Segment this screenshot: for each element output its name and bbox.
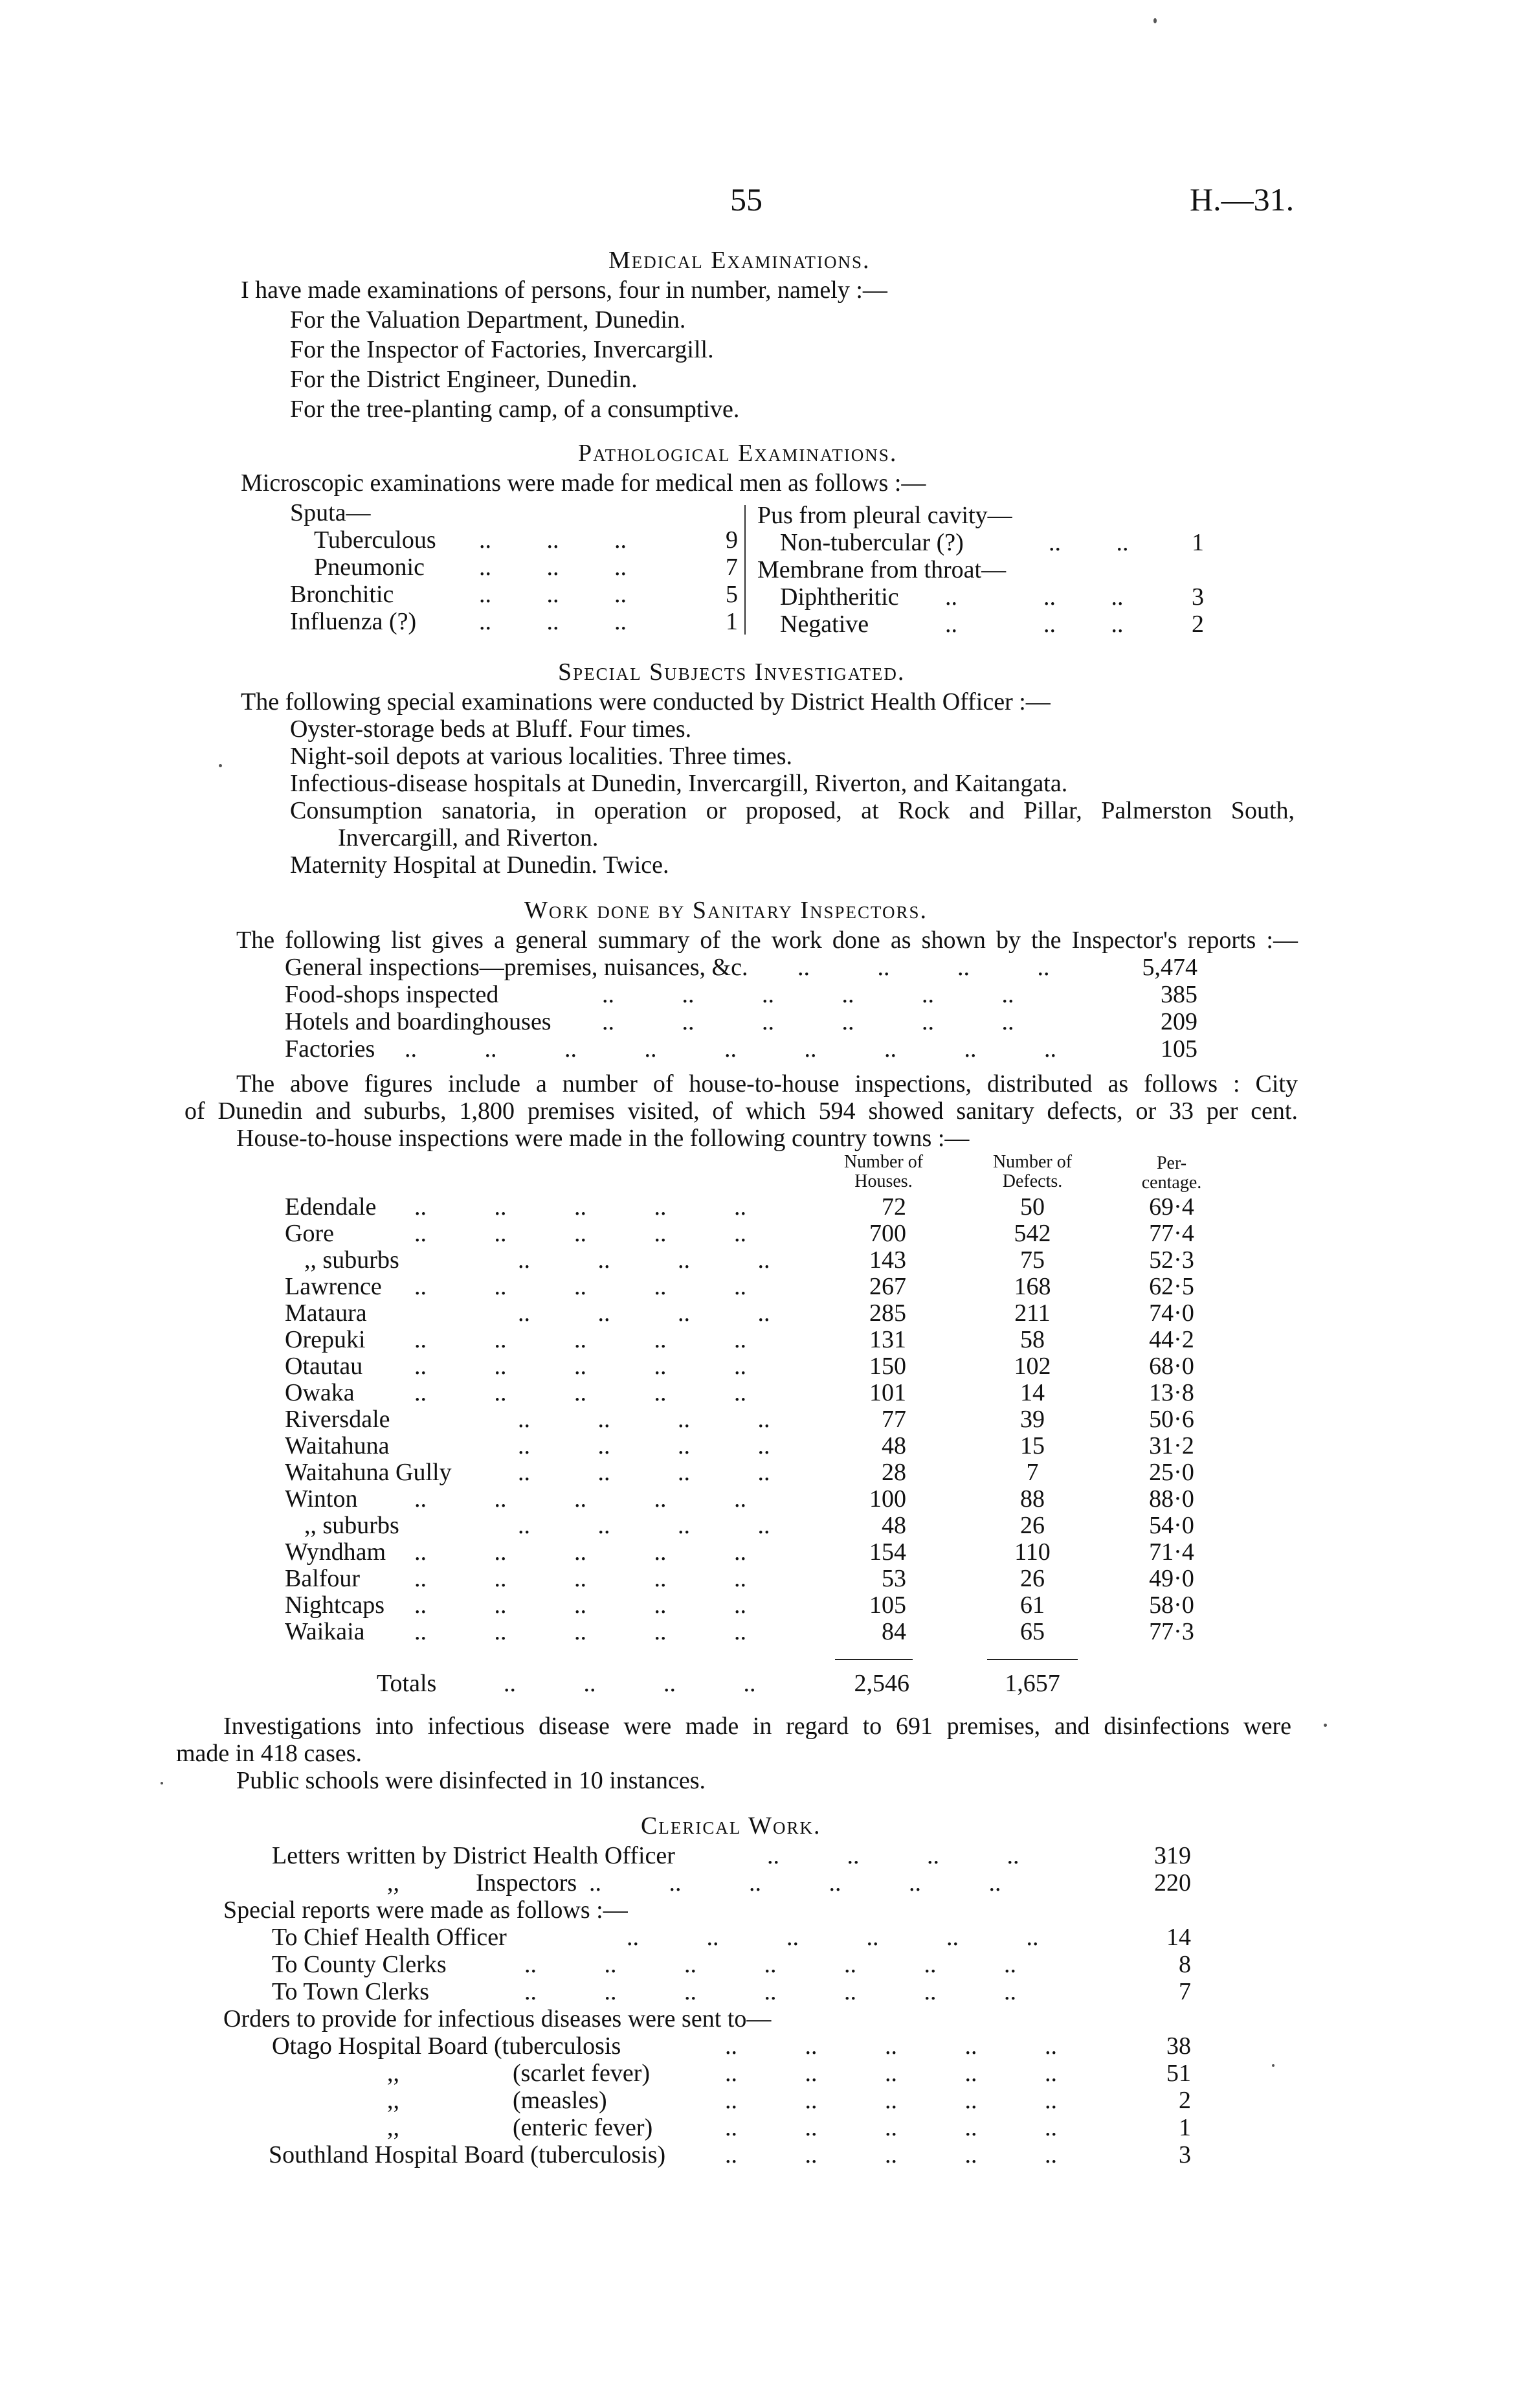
totals-rule xyxy=(987,1659,1078,1660)
path-right-value: 1 xyxy=(1192,529,1204,556)
sanitary-paragraph: The above figures include a number of house-to-house inspections, distributed as follows : City xyxy=(236,1070,1298,1097)
path-right-label: Membrane from throat— xyxy=(757,556,1007,583)
path-right-label: Negative xyxy=(780,611,869,638)
page-number: 55 xyxy=(730,181,763,218)
table-row: Winton .. .. .. .. .. 100 88 88·0 xyxy=(285,1485,1194,1513)
scan-speck xyxy=(1272,2064,1275,2067)
medical-item: For the tree-planting camp, of a consumptive. xyxy=(290,396,740,423)
summary-label: Factories xyxy=(285,1035,375,1063)
table-row: ,, suburbs .. .. .. .. 143 75 52·3 xyxy=(304,1246,1194,1274)
clerical-value: 2 xyxy=(1179,2087,1191,2114)
table-row: Edendale .. .. .. .. .. 72 50 69·4 xyxy=(285,1193,1194,1221)
table-row: Waitahuna Gully .. .. .. .. 28 7 25·0 xyxy=(285,1459,1194,1486)
document-page: 55 H.—31. Medical Examinations. I have made examinations of persons, four in number, namely :— For the Valuation Department, Dunedin. For the Inspector of Factories, Invercargill. For the District Engineer, Dunedin. For the tree-planting camp, of a consumptive. Pathological Examinations. Microscopic examinations were made for medical men as follows :— Sputa— Tuberculous .. .. .. 9 Pneumonic .. .. .. 7 Bronchitic .. .. .. 5 Influenza (?) .. .. .. 1 Pus from pleural cavity— Non-tubercular (?) .. .. 1 Membrane from throat— Diphtheritic .. .. .. 3 Negative .. .. .. 2 Special Subjects Investigated. The following special examinations were conducted by District Health Officer :— Oyster-storage beds at Bluff. Four times. Night-soil depots at various localities. Three times. Infectious-disease hospitals at Dunedin, Invercargill, Riverton, and Kaitangata. Consumption sanatoria, in operation or proposed, at Rock and Pillar, Palmerston South, Invercargill, and Riverton. Maternity Hospital at Dunedin. Twice. Work done by Sanitary Inspectors. The following list gives a general summary of the work done as shown by the Inspector's reports :— General inspections—premises, nuisances, &c. .. .. .. .. 5,474 Food-shops inspected .. .. .. .. .. .. 385 Hotels and boardinghouses .. .. .. .. .. .. 209 Factories .. .. .. .. .. .. .. .. .. 105 The above figures include a number of house-to-house inspections, distributed as follows : City of Dunedin and suburbs, 1,800 premises visited, of which 594 showed sanitary defects, or 33 per cent. House-to-house inspections were made in the following country towns :— Number of Houses. Number of Defects. Per- centage. Edendale .. .. .. .. .. 72 50 69·4 Gore .. .. .. .. .. 700 542 77·4 ,, suburbs .. .. .. .. 143 75 52·3 Lawrence .. .. .. .. .. 267 168 62·5 Mataura .. .. .. .. 285 211 74·0 Orepuki .. .. .. .. .. 131 58 44·2 Otautau .. .. .. .. .. 150 102 68·0 Owaka .. .. .. .. .. 101 14 13·8 Riversdale .. .. .. .. 77 39 50·6 Waitahuna .. .. .. .. 48 15 31·2 Waitahuna Gully .. .. .. .. 28 7 25·0 Winton .. .. .. .. .. 100 88 88·0 ,, suburbs .. .. .. .. 48 26 54·0 Wyndham .. .. .. .. .. 154 110 71·4 Balfour .. .. .. .. .. 53 26 49·0 Nightcaps .. .. .. .. .. 105 61 58·0 Waikaia .. .. .. .. .. 84 65 77·3 Totals .. .. .. .. 2,546 1,657 Investigations into infectious disease were made in regard to 691 premises, and disinfections were made in 418 cases. Public schools were disinfected in 10 instances. Clerical Work. Letters written by District Health Officer .. .. .. .. 319 ,, Inspectors .. .. .. .. .. .. 220 Special reports were made as follows :— To Chief Health Officer .. .. .. .. .. .. 14 To County Clerks .. .. .. .. .. .. .. 8 To Town Clerks .. .. .. .. .. .. .. 7 Orders to provide for infectious diseases were sent to— Otago Hospital Board (tuberculosis .. .. .. .. .. 38 ,, (scarlet fever) .. .. .. .. .. 51 ,, (measles) .. .. .. .. .. 2 ,, (enteric fever) .. .. .. .. .. 1 Southland Hospital Board (tuberculosis) .. .. .. .. .. 3 xyxy=(0,0,1514,2408)
medical-heading: Medical Examinations. xyxy=(608,247,871,274)
path-left-value: 9 xyxy=(726,526,738,554)
summary-value: 209 xyxy=(1161,1008,1197,1035)
clerical-heading: Clerical Work. xyxy=(641,1812,821,1840)
clerical-label: To County Clerks xyxy=(272,1951,447,1978)
table-row: Balfour .. .. .. .. .. 53 26 49·0 xyxy=(285,1565,1194,1592)
scan-speck xyxy=(1324,1724,1327,1727)
table-row: Riversdale .. .. .. .. 77 39 50·6 xyxy=(285,1406,1194,1433)
path-left-label: Bronchitic xyxy=(290,581,394,608)
page-reference: H.—31. xyxy=(1190,181,1295,218)
medical-item: For the District Engineer, Dunedin. xyxy=(290,366,638,393)
special-item: Infectious-disease hospitals at Dunedin, Invercargill, Riverton, and Kaitangata. xyxy=(290,770,1068,797)
totals-row: Totals .. .. .. .. 2,546 1,657 xyxy=(377,1670,1060,1697)
sanitary-paragraph: of Dunedin and suburbs, 1,800 premises visited, of which 594 showed sanitary defects, or 33 per cent. xyxy=(184,1097,1298,1125)
path-left-label: Pneumonic xyxy=(314,554,425,581)
clerical-value: 51 xyxy=(1166,2060,1191,2087)
summary-value: 385 xyxy=(1161,981,1197,1008)
table-row: Waitahuna .. .. .. .. 48 15 31·2 xyxy=(285,1432,1194,1459)
table-row: Lawrence .. .. .. .. .. 267 168 62·5 xyxy=(285,1273,1194,1300)
clerical-label: To Town Clerks xyxy=(272,1978,430,2005)
table-row: Mataura .. .. .. .. 285 211 74·0 xyxy=(285,1300,1194,1327)
table-row: Wyndham .. .. .. .. .. 154 110 71·4 xyxy=(285,1538,1194,1566)
clerical-label: (scarlet fever) xyxy=(513,2060,651,2087)
summary-label: General inspections—premises, nuisances, &c. xyxy=(285,954,748,981)
table-row: ,, suburbs .. .. .. .. 48 26 54·0 xyxy=(304,1512,1194,1539)
clerical-value: 1 xyxy=(1179,2114,1191,2141)
table-row: Waikaia .. .. .. .. .. 84 65 77·3 xyxy=(285,1618,1194,1645)
clerical-label: Otago Hospital Board (tuberculosis xyxy=(272,2032,621,2060)
sanitary-paragraph: Public schools were disinfected in 10 instances. xyxy=(236,1767,706,1794)
table-row: Gore .. .. .. .. .. 700 542 77·4 xyxy=(285,1220,1194,1247)
path-right-value: 3 xyxy=(1192,583,1204,611)
ditto-mark: ,, xyxy=(387,2114,399,2141)
clerical-label: Letters written by District Health Officer xyxy=(272,1842,675,1869)
col-header-percentage: Per- centage. xyxy=(1141,1153,1202,1193)
col-header-defects: Number of Defects. xyxy=(992,1152,1073,1191)
clerical-intro: Orders to provide for infectious diseases were sent to— xyxy=(223,2005,772,2032)
clerical-label: (enteric fever) xyxy=(513,2114,653,2141)
clerical-value: 38 xyxy=(1166,2032,1191,2060)
path-right-label: Pus from pleural cavity— xyxy=(757,502,1012,529)
special-intro: The following special examinations were conducted by District Health Officer :— xyxy=(241,688,1051,715)
table-row: Owaka .. .. .. .. .. 101 14 13·8 xyxy=(285,1379,1194,1406)
path-left-value: 7 xyxy=(726,554,738,581)
sanitary-intro: The following list gives a general summary of the work done as shown by the Inspector's reports :— xyxy=(236,927,1298,954)
totals-rule xyxy=(835,1659,913,1660)
clerical-value: 220 xyxy=(1154,1869,1191,1896)
special-item: Consumption sanatoria, in operation or proposed, at Rock and Pillar, Palmerston South, xyxy=(290,797,1295,824)
sanitary-paragraph: House-to-house inspections were made in the following country towns :— xyxy=(236,1125,970,1152)
clerical-intro: Special reports were made as follows :— xyxy=(223,1896,628,1924)
pathological-intro: Microscopic examinations were made for medical men as follows :— xyxy=(241,469,926,497)
path-right-label: Diphtheritic xyxy=(780,583,899,611)
column-divider xyxy=(744,505,746,635)
sanitary-paragraph: made in 418 cases. xyxy=(176,1740,362,1767)
special-item: Night-soil depots at various localities. Three times. xyxy=(290,743,793,770)
summary-label: Hotels and boardinghouses xyxy=(285,1008,551,1035)
special-item: Maternity Hospital at Dunedin. Twice. xyxy=(290,851,669,879)
table-row: Otautau .. .. .. .. .. 150 102 68·0 xyxy=(285,1353,1194,1380)
sanitary-heading: Work done by Sanitary Inspectors. xyxy=(524,897,928,924)
medical-item: For the Inspector of Factories, Invercargill. xyxy=(290,336,714,363)
clerical-value: 8 xyxy=(1179,1951,1191,1978)
medical-item: For the Valuation Department, Dunedin. xyxy=(290,306,686,333)
path-left-label: Sputa— xyxy=(290,499,371,526)
clerical-label: (measles) xyxy=(513,2087,607,2114)
summary-value: 5,474 xyxy=(1142,954,1197,981)
clerical-label: Inspectors xyxy=(476,1869,577,1896)
summary-value: 105 xyxy=(1161,1035,1197,1063)
ditto-mark: ,, xyxy=(387,2060,399,2087)
path-right-label: Non-tubercular (?) xyxy=(780,529,964,556)
path-right-value: 2 xyxy=(1192,611,1204,638)
clerical-label: Southland Hospital Board (tuberculosis) xyxy=(269,2141,666,2168)
medical-intro: I have made examinations of persons, four in number, namely :— xyxy=(241,276,887,304)
pathological-heading: Pathological Examinations. xyxy=(578,440,898,467)
special-heading: Special Subjects Investigated. xyxy=(558,658,906,686)
summary-label: Food-shops inspected xyxy=(285,981,499,1008)
clerical-value: 3 xyxy=(1179,2141,1191,2168)
clerical-value: 14 xyxy=(1166,1924,1191,1951)
table-row: Nightcaps .. .. .. .. .. 105 61 58·0 xyxy=(285,1592,1194,1619)
scan-speck xyxy=(161,1782,163,1784)
clerical-value: 7 xyxy=(1179,1978,1191,2005)
sanitary-paragraph: Investigations into infectious disease were made in regard to 691 premises, and disinfections were xyxy=(223,1713,1291,1740)
scan-speck xyxy=(1153,18,1157,23)
special-item: Oyster-storage beds at Bluff. Four times. xyxy=(290,715,692,743)
clerical-label: To Chief Health Officer xyxy=(272,1924,507,1951)
table-row: Orepuki .. .. .. .. .. 131 58 44·2 xyxy=(285,1326,1194,1353)
path-left-value: 1 xyxy=(726,608,738,635)
col-header-houses: Number of Houses. xyxy=(843,1152,924,1191)
path-left-label: Influenza (?) xyxy=(290,608,417,635)
scan-speck xyxy=(219,764,222,767)
clerical-value: 319 xyxy=(1154,1842,1191,1869)
ditto-mark: ,, xyxy=(387,2087,399,2114)
path-left-label: Tuberculous xyxy=(314,526,436,554)
path-left-value: 5 xyxy=(726,581,738,608)
special-item-continuation: Invercargill, and Riverton. xyxy=(338,824,599,851)
ditto-mark: ,, xyxy=(387,1869,399,1896)
